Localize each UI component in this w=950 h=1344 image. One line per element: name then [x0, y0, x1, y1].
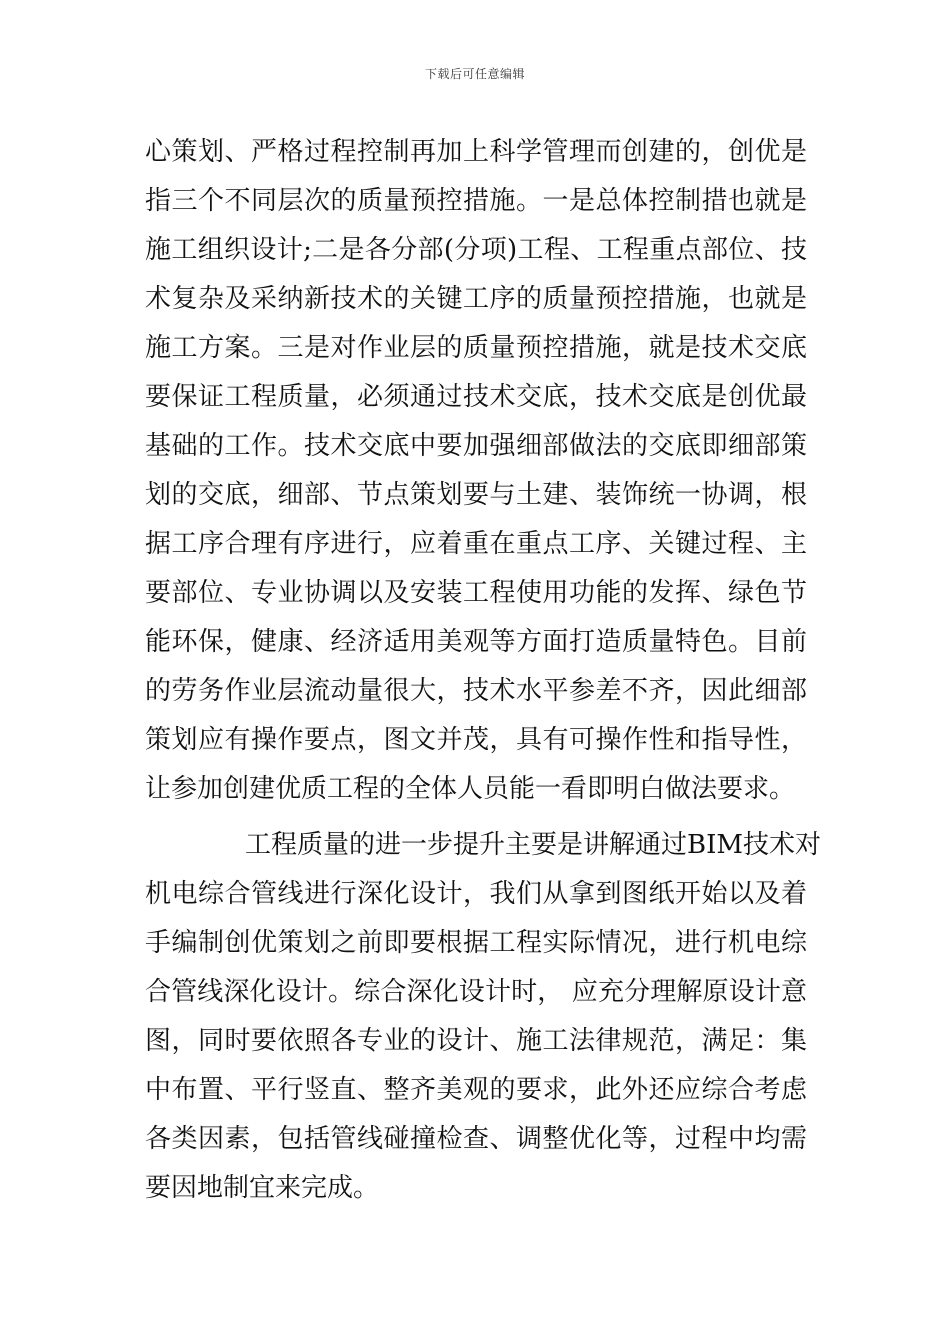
- text-line: 各类因素，包括管线碰撞检查、调整优化等，过程中均需: [145, 1124, 807, 1154]
- text-line: 策划应有操作要点，图文并茂，具有可操作性和指导性，: [145, 725, 807, 755]
- text-line: 要保证工程质量，必须通过技术交底，技术交底是创优最: [145, 382, 807, 412]
- text-line: 要部位、专业协调以及安装工程使用功能的发挥、绿色节: [145, 578, 807, 608]
- text-line: 能环保，健康、经济适用美观等方面打造质量特色。目前: [145, 627, 807, 657]
- text-line: 指三个不同层次的质量预控措施。一是总体控制措也就是: [145, 186, 807, 216]
- text-line: 图，同时要依照各专业的设计、施工法律规范，满足：集: [145, 1026, 807, 1056]
- text-line: 术复杂及采纳新技术的关键工序的质量预控措施，也就是: [145, 284, 807, 314]
- text-line: 合管线深化设计。综合深化设计时， 应充分理解原设计意: [145, 977, 807, 1007]
- text-line: 基础的工作。技术交底中要加强细部做法的交底即细部策: [145, 431, 807, 461]
- text-line: 心策划、严格过程控制再加上科学管理而创建的，创优是: [145, 137, 807, 167]
- text-line: 划的交底，细部、节点策划要与土建、装饰统一协调，根: [145, 480, 807, 510]
- text-line: 要因地制宜来完成。: [145, 1173, 380, 1203]
- paragraph-first-line: 工程质量的进一步提升主要是讲解通过BIM技术对: [245, 830, 821, 860]
- text-line: 手编制创优策划之前即要根据工程实际情况，进行机电综: [145, 928, 807, 958]
- text-line: 据工序合理有序进行，应着重在重点工序、关键过程、主: [145, 529, 807, 559]
- page-header: 下载后可任意编辑: [424, 67, 525, 81]
- text-line: 施工组织设计;二是各分部(分项)工程、工程重点部位、技: [145, 235, 807, 265]
- text-line: 让参加创建优质工程的全体人员能一看即明白做法要求。: [145, 774, 796, 804]
- text-line: 中布置、平行竖直、整齐美观的要求，此外还应综合考虑: [145, 1075, 807, 1105]
- text-line: 的劳务作业层流动量很大，技术水平参差不齐，因此细部: [145, 676, 807, 706]
- text-line: 机电综合管线进行深化设计，我们从拿到图纸开始以及着: [145, 879, 807, 909]
- text-line: 施工方案。三是对作业层的质量预控措施，就是技术交底: [145, 333, 807, 363]
